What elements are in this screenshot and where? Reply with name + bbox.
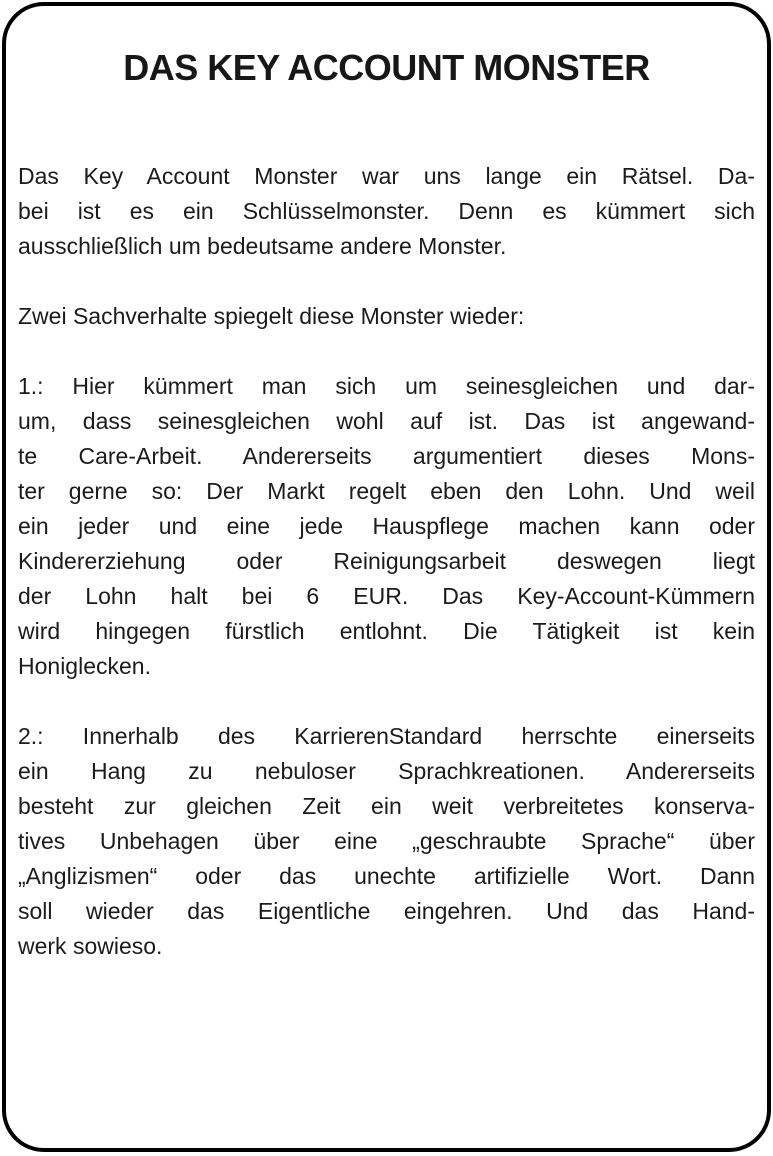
text-line: „Anglizismen“ oder das unechte artifizielle Wort. Dann [18, 863, 755, 889]
paragraph-lead [18, 299, 755, 334]
text-line: 1.: Hier kümmert man sich um seinesgleichen und dar- [18, 373, 755, 399]
text-line: ausschließlich um bedeutsame andere Monster. [18, 233, 507, 259]
document-card [2, 2, 771, 1152]
page-title: DAS KEY ACCOUNT MONSTER [123, 47, 650, 88]
text-line: ter gerne so: Der Markt regelt eben den Lohn. Und weil [18, 478, 755, 504]
paragraph-point-1 [18, 369, 755, 684]
text-line: te Care-Arbeit. Andererseits argumentiert dieses Mons- [18, 443, 755, 469]
text-line: um, dass seinesgleichen wohl auf ist. Das ist angewand- [18, 408, 755, 434]
text-line: Zwei Sachverhalte spiegelt diese Monster wieder: [18, 303, 525, 329]
text-line: tives Unbehagen über eine „geschraubte Sprache“ über [18, 828, 755, 854]
text-line: werk sowieso. [18, 933, 163, 959]
text-line: Kindererziehung oder Reinigungsarbeit deswegen liegt [18, 548, 755, 574]
paragraph-point-2 [18, 719, 755, 964]
text-line: Das Key Account Monster war uns lange ein Rätsel. Da- [18, 163, 755, 189]
paragraph-intro [18, 159, 755, 264]
text-line: ein Hang zu nebuloser Sprachkreationen. Andererseits [18, 758, 755, 784]
text-line: bei ist es ein Schlüsselmonster. Denn es kümmert sich [18, 198, 755, 224]
text-line: soll wieder das Eigentliche eingehren. Und das Hand- [18, 898, 755, 924]
text-line: der Lohn halt bei 6 EUR. Das Key-Account-Kümmern [18, 583, 755, 609]
text-line: wird hingegen fürstlich entlohnt. Die Tätigkeit ist kein [18, 618, 755, 644]
text-line: besteht zur gleichen Zeit ein weit verbreitetes konserva- [18, 793, 755, 819]
text-line: 2.: Innerhalb des KarrierenStandard herrschte einerseits [18, 723, 755, 749]
text-line: ein jeder und eine jede Hauspflege machen kann oder [18, 513, 755, 539]
text-line: Honiglecken. [18, 653, 151, 679]
